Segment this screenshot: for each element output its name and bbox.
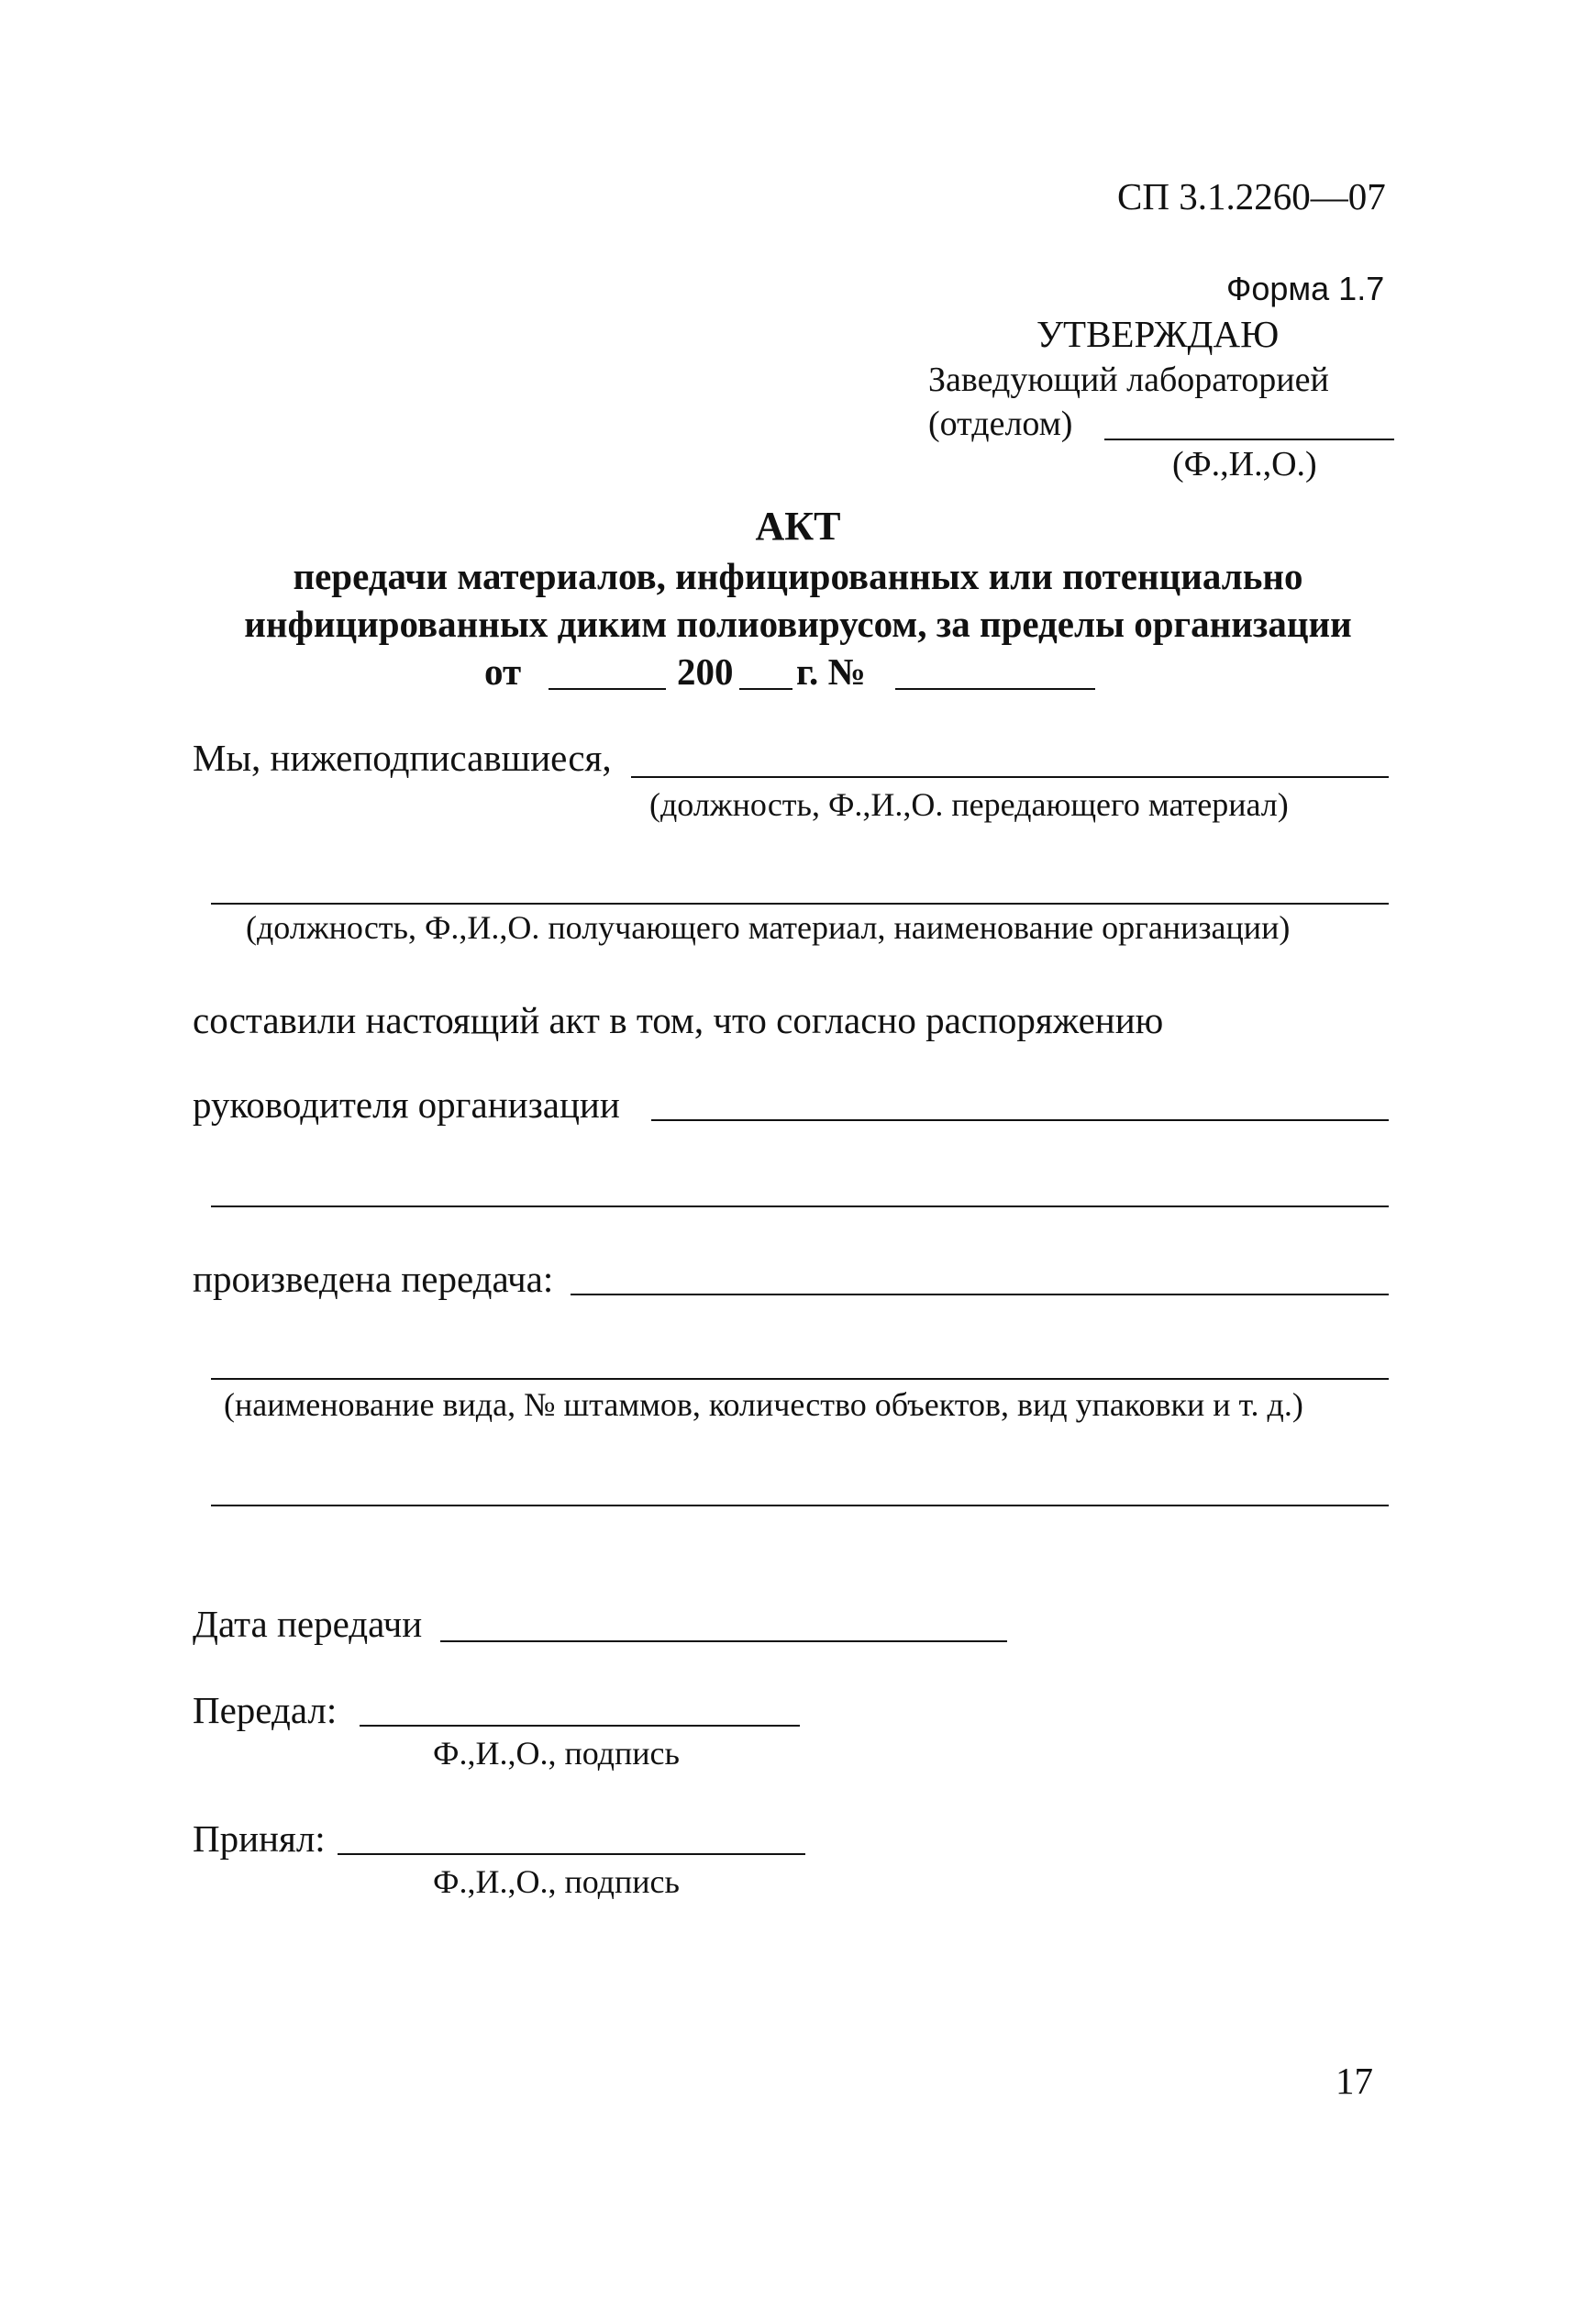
number-label: г. № — [796, 650, 866, 693]
head-of-org-field-continued[interactable] — [211, 1205, 1389, 1207]
head-of-org-label: руководителя организации — [193, 1083, 620, 1126]
sender-caption: (должность, Ф.,И.,О. передающего материал) — [649, 786, 1289, 823]
received-signature-field[interactable] — [338, 1853, 805, 1855]
approver-position-line2: (отделом) — [928, 405, 1073, 443]
undersigned-label: Мы, нижеподписавшиеся, — [193, 737, 612, 779]
material-field[interactable] — [211, 1378, 1389, 1380]
receiver-field[interactable] — [211, 903, 1389, 905]
approver-name-field[interactable] — [1104, 439, 1394, 440]
transfer-date-field[interactable] — [440, 1640, 1007, 1642]
receiver-caption: (должность, Ф.,И.,О. получающего материал, наименование организации) — [246, 909, 1291, 946]
handed-over-caption: Ф.,И.,О., подпись — [433, 1735, 680, 1772]
head-of-org-field[interactable] — [651, 1119, 1389, 1121]
act-subtitle-line2: инфицированных диким полиовирусом, за пределы организации — [244, 603, 1352, 645]
material-field-continued[interactable] — [211, 1505, 1389, 1506]
document-code: СП 3.1.2260—07 — [1117, 175, 1386, 217]
act-subtitle-line1: передачи материалов, инфицированных или потенциально — [293, 555, 1303, 597]
transfer-made-field[interactable] — [571, 1294, 1389, 1295]
act-title: АКТ — [755, 504, 841, 549]
material-caption: (наименование вида, № штаммов, количество объектов, вид упаковки и т. д.) — [224, 1386, 1303, 1423]
act-number-field[interactable] — [895, 688, 1095, 690]
transfer-date-label: Дата передачи — [193, 1603, 423, 1645]
handed-over-label: Передал: — [193, 1689, 338, 1731]
date-from-label: от — [484, 650, 522, 693]
approver-position-line1: Заведующий лабораторией — [928, 361, 1329, 399]
approval-heading: УТВЕРЖДАЮ — [1036, 313, 1280, 355]
transfer-made-label: произведена передача: — [193, 1258, 554, 1300]
page-number: 17 — [1336, 2060, 1373, 2102]
sender-field[interactable] — [631, 776, 1389, 778]
handed-over-signature-field[interactable] — [360, 1725, 800, 1727]
date-day-month-field[interactable] — [549, 688, 666, 690]
form-label: Форма 1.7 — [1226, 270, 1385, 307]
year-suffix-field[interactable] — [739, 688, 792, 690]
received-caption: Ф.,И.,О., подпись — [433, 1863, 680, 1900]
year-prefix: 200 — [677, 650, 734, 693]
approver-name-caption: (Ф.,И.,О.) — [1172, 445, 1317, 483]
composed-text: составили настоящий акт в том, что согласно распоряжению — [193, 999, 1164, 1041]
received-label: Принял: — [193, 1817, 326, 1860]
